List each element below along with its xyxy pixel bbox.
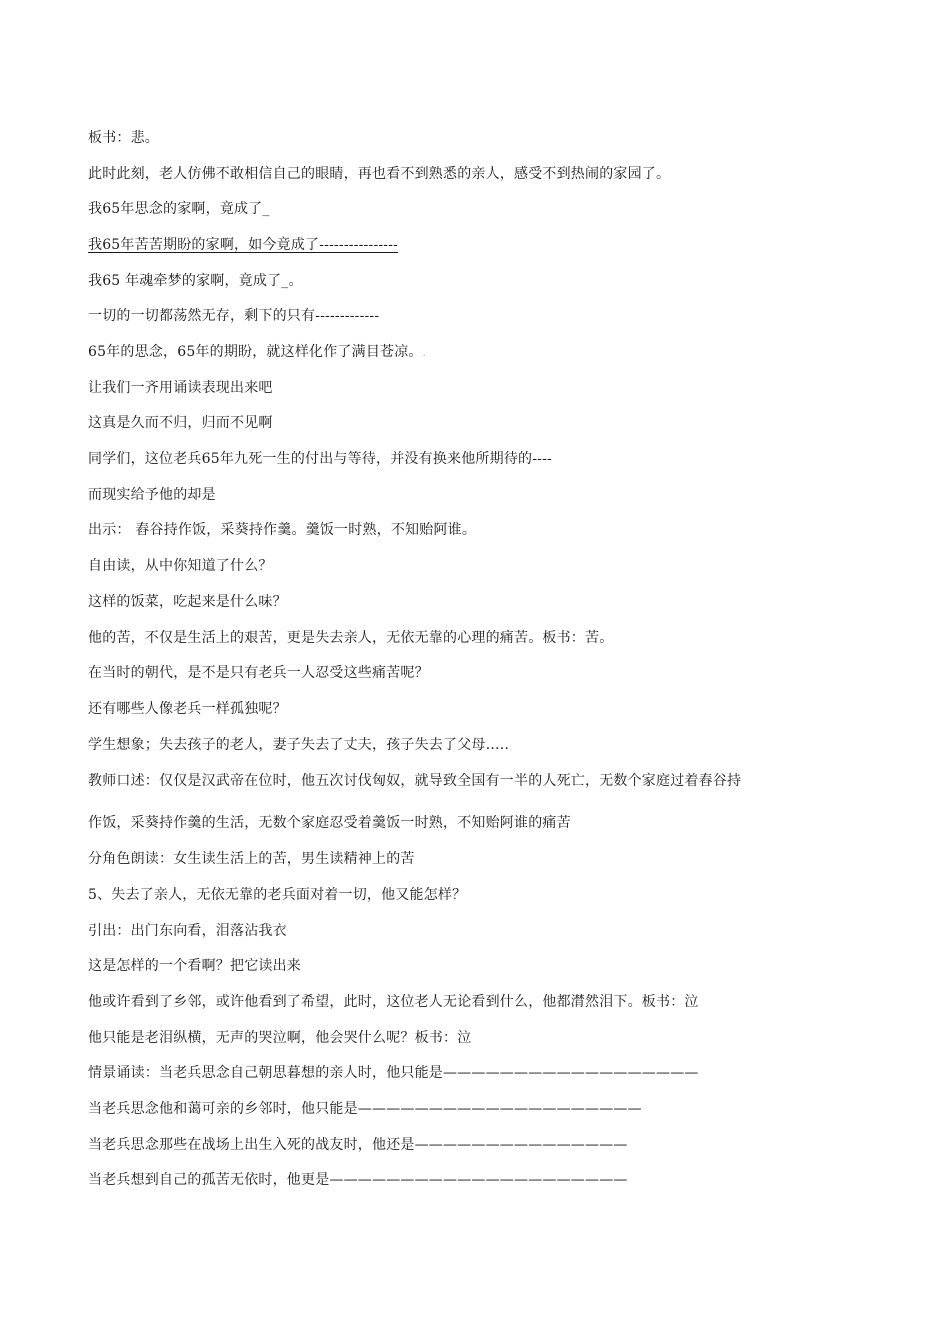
text-line-14: 这样的饭菜，吃起来是什么味？ — [88, 594, 287, 610]
text-line-13: 自由读，从中你知道了什么？ — [88, 558, 273, 574]
text-line-11: 而现实给予他的却是 — [88, 487, 216, 503]
text-line-3: 我65年思念的家啊，竟成了_ — [88, 201, 270, 217]
text-line-10: 同学们，这位老兵65年九死一生的付出与等待，并没有换来他所期待的---- — [88, 451, 552, 467]
text-line-5: 我65 年魂牵梦的家啊，竟成了_。 — [88, 273, 303, 289]
text-line-12: 出示： 舂谷持作饭，采葵持作羹。羹饭一时熟，不知贻阿谁。 — [88, 522, 477, 538]
text-line-20: 作饭，采葵持作羹的生活，无数个家庭忍受着羹饭一时熟，不知贻阿谁的痛苦 — [88, 815, 571, 831]
text-line-18: 学生想象；失去孩子的老人，妻子失去了丈夫，孩子失去了父母….. — [88, 737, 510, 753]
text-line-26: 他只能是老泪纵横，无声的哭泣啊，他会哭什么呢？板书：泣 — [88, 1030, 472, 1046]
text-line-16: 在当时的朝代，是不是只有老兵一人忍受这些痛苦呢？ — [88, 665, 429, 681]
text-line-2: 此时此刻，老人仿佛不敢相信自己的眼睛，再也看不到熟悉的亲人，感受不到热闹的家园了。 — [88, 166, 671, 182]
text-line-23: 引出：出门东向看，泪落沾我衣 — [88, 923, 287, 939]
accent-dot: . — [422, 348, 427, 359]
text-line-15: 他的苦，不仅是生活上的艰苦，更是失去亲人，无依无靠的心理的痛苦。板书：苦。 — [88, 630, 614, 646]
text-line-6: 一切的一切都荡然无存，剩下的只有------------- — [88, 308, 380, 324]
text-line-7-content: 65年的思念，65年的期盼，就这样化作了满目苍凉。 — [88, 344, 423, 360]
text-line-29: 当老兵思念那些在战场上出生入死的战友时，他还是——————————————— — [88, 1137, 628, 1153]
text-line-22: 5、失去了亲人，无依无靠的老兵面对着一切，他又能怎样？ — [88, 887, 467, 903]
text-line-8: 让我们一齐用诵读表现出来吧 — [88, 380, 273, 396]
text-line-1: 板书：悲。 — [88, 130, 159, 146]
text-line-24: 这是怎样的一个看啊？把它读出来 — [88, 958, 301, 974]
text-line-25: 他或许看到了乡邻，或许他看到了希望，此时，这位老人无论看到什么，他都潸然泪下。板书：泣 — [88, 994, 699, 1010]
text-line-17: 还有哪些人像老兵一样孤独呢？ — [88, 701, 287, 717]
text-line-21: 分角色朗读：女生读生活上的苦，男生读精神上的苦 — [88, 851, 415, 867]
text-line-19: 教师口述：仅仅是汉武帝在位时，他五次讨伐匈奴，就导致全国有一半的人死亡，无数个家庭过着舂谷持 — [88, 773, 742, 789]
text-line-9: 这真是久而不归，归而不见啊 — [88, 415, 273, 431]
text-line-30: 当老兵想到自己的孤苦无依时，他更是————————————————————— — [88, 1172, 628, 1188]
text-line-7 — [88, 343, 426, 363]
text-line-4-underlined: 我65年苦苦期盼的家啊，如今竟成了---------------- — [88, 237, 399, 253]
text-line-28: 当老兵思念他和蔼可亲的乡邻时，他只能是———————————————————— — [88, 1101, 642, 1117]
text-line-27: 情景诵读：当老兵思念自己朝思暮想的亲人时，他只能是—————————————————— — [88, 1065, 699, 1081]
